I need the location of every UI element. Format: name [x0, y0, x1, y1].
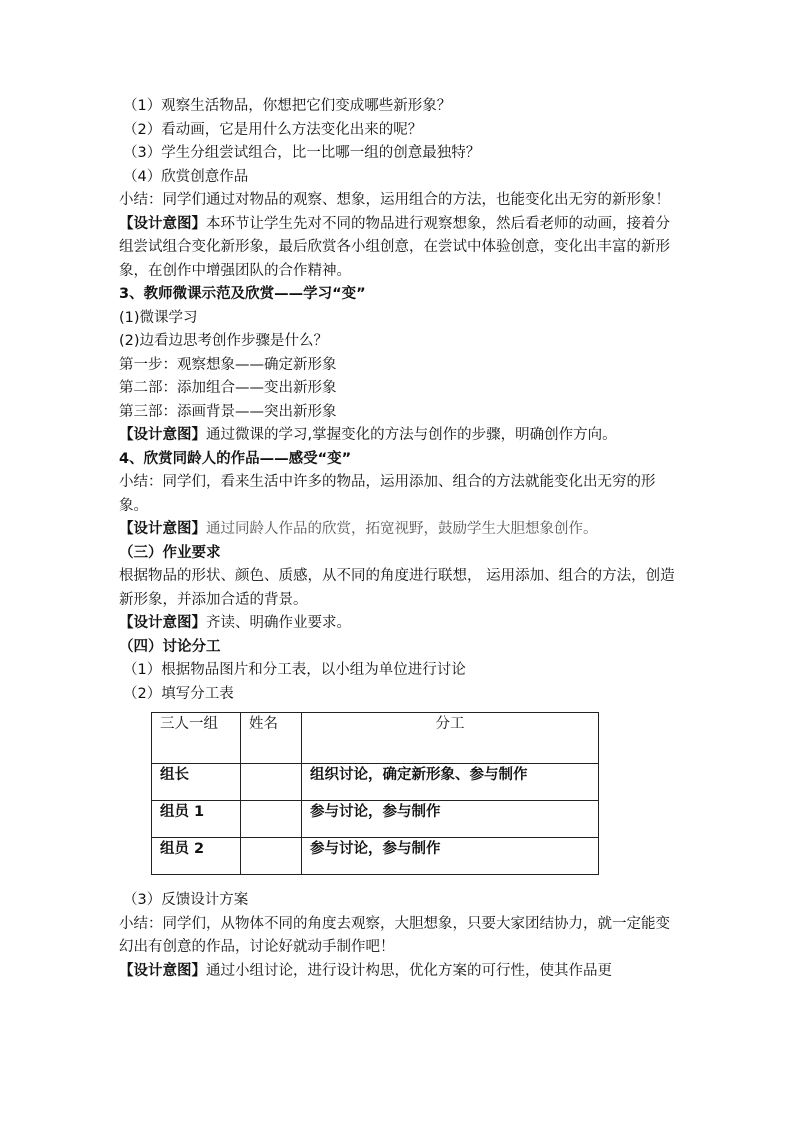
- feedback-item: （3）反馈设计方案: [123, 892, 249, 908]
- table-row: [152, 764, 599, 801]
- discussion-heading: （四）讨论分工: [119, 638, 221, 655]
- design-intent-text: 齐读、明确作业要求。: [206, 615, 351, 631]
- discussion-item-1: （1）根据物品图片和分工表，以小组为单位进行讨论: [123, 662, 466, 678]
- section-4-heading: 4、欣赏同龄人的作品——感受“变”: [119, 450, 352, 467]
- design-intent-label: 【设计意图】: [119, 521, 206, 537]
- design-intent-1: [119, 213, 679, 284]
- design-intent-4: [119, 612, 679, 636]
- division-table: [151, 712, 599, 875]
- table-header-cell: 分工: [302, 713, 599, 764]
- homework-heading: （三）作业要求: [119, 544, 221, 561]
- design-intent-label: 【设计意图】: [119, 615, 206, 631]
- question-1: （1）观察生活物品，你想把它们变成哪些新形象？: [123, 98, 452, 114]
- section-3-heading: 3、教师微课示范及欣赏——学习“变”: [119, 286, 366, 302]
- table-header-cell: 三人一组: [152, 713, 241, 764]
- table-cell: 组员 2: [152, 838, 241, 875]
- table-cell: 组长: [152, 764, 241, 801]
- table-cell: [241, 764, 302, 801]
- s3-step-1: 第一步：观察想象——确定新形象: [119, 356, 337, 373]
- design-intent-text: 通过微课的学习,掌握变化的方法与创作的步骤，明确创作方向。: [206, 427, 617, 443]
- s3-item-2: (2)边看边思考创作步骤是什么？: [119, 333, 329, 349]
- summary-3: 小结：同学们，从物体不同的角度去观察，大胆想象，只要大家团结协力，就一定能变幻出有创意的作品，讨论好就动手制作吧！: [119, 915, 670, 955]
- design-intent-label: 【设计意图】: [119, 215, 206, 232]
- s3-step-3: 第三部：添画背景——突出新形象: [119, 403, 337, 420]
- design-intent-text: 通过小组讨论，进行设计构思，优化方案的可行性，使其作品更: [206, 962, 612, 979]
- design-intent-label: 【设计意图】: [119, 427, 206, 443]
- question-3: （3）学生分组尝试组合，比一比哪一组的创意最独特？: [123, 145, 481, 161]
- design-intent-2: [119, 424, 679, 448]
- table-row: [152, 801, 599, 838]
- question-4: （4）欣赏创意作品: [123, 168, 249, 185]
- table-row: [152, 838, 599, 875]
- design-intent-5: [119, 960, 679, 984]
- summary-2: 小结：同学们，看来生活中许多的物品，运用添加、组合的方法就能变化出无穷的形象。: [119, 474, 656, 514]
- homework-text: 根据物品的形状、颜色、质感，从不同的角度进行联想， 运用添加、组合的方法，创造新形象，并添加合适的背景。: [119, 568, 675, 608]
- s3-item-1: (1)微课学习: [119, 309, 198, 326]
- summary-1: 小结：同学们通过对物品的观察、想象，运用组合的方法，也能变化出无穷的新形象！: [119, 192, 670, 208]
- table-cell: 组织讨论，确定新形象、参与制作: [302, 764, 599, 801]
- question-2: （2）看动画，它是用什么方法变化出来的呢？: [123, 121, 423, 138]
- table-header-row: [152, 713, 599, 764]
- design-intent-label: 【设计意图】: [119, 962, 206, 979]
- table-header-cell: 姓名: [241, 713, 302, 764]
- table-cell: 参与讨论，参与制作: [302, 838, 599, 875]
- design-intent-3: [119, 518, 679, 542]
- table-cell: [241, 838, 302, 875]
- design-intent-text: 本环节让学生先对不同的物品进行观察想象，然后看老师的动画，接着分组尝试组合变化新形象，最后欣赏各小组创意，在尝试中体验创意，变化出丰富的新形象，在创作中增强团队的合作精神。: [119, 215, 670, 279]
- table-cell: [241, 801, 302, 838]
- table-cell: 参与讨论，参与制作: [302, 801, 599, 838]
- document-body: [119, 95, 679, 983]
- s3-step-2: 第二部：添加组合——变出新形象: [119, 380, 337, 396]
- design-intent-text: 通过同龄人作品的欣赏，拓宽视野，鼓励学生大胆想象创作。: [206, 521, 598, 537]
- table-cell: 组员 1: [152, 801, 241, 838]
- discussion-item-2: （2）填写分工表: [123, 685, 234, 702]
